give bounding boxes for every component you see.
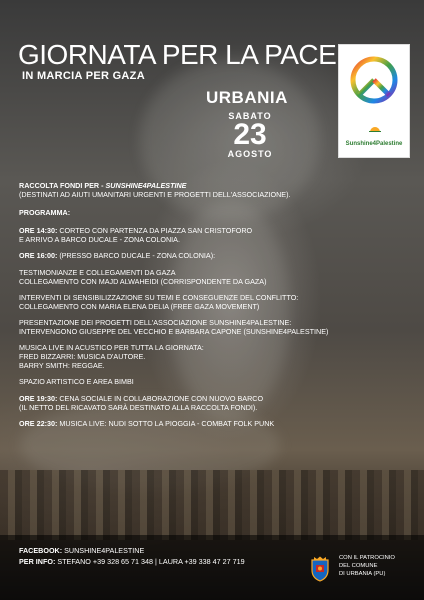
time-label: ORE 19:30: xyxy=(19,393,58,403)
time-label: ORE 14:30: xyxy=(19,226,58,236)
projects-line-2: INTERVENGONO GIUSEPPE DEL VECCHIO E BARBARA CAPONE (SUNSHINE4PALESTINE) xyxy=(19,327,329,337)
facebook-value: SUNSHINE4PALESTINE xyxy=(62,546,145,555)
municipal-crest-icon xyxy=(310,556,330,582)
program-item-1930 xyxy=(19,394,411,403)
fundraising-line xyxy=(19,181,411,190)
city-skyline xyxy=(0,470,424,540)
music-line-2: FRED BIZZARRI: MUSICA D'AUTORE. xyxy=(19,352,146,362)
town-name: URBANIA xyxy=(206,88,288,107)
fundraising-note: (DESTINATI AD AIUTI UMANITARI URGENTI E PROGETTI DELL'ASSOCIAZIONE). xyxy=(19,190,291,200)
music-line-1: MUSICA LIVE IN ACUSTICO PER TUTTA LA GIORNATA: xyxy=(19,343,204,353)
program-item-1600 xyxy=(19,251,411,260)
awareness-line-2: COLLEGAMENTO CON MARIA ELENA DELIA (FREE GAZA MOVEMENT) xyxy=(19,301,260,311)
facebook-line xyxy=(19,545,245,556)
facebook-label: FACEBOOK: xyxy=(19,546,63,555)
projects-line-1: PRESENTAZIONE DEI PROGETTI DELL'ASSOCIAZIONE SUNSHINE4PALESTINE: xyxy=(19,317,292,327)
event-date xyxy=(222,111,278,159)
awareness-line-1: INTERVENTI DI SENSIBILIZZAZIONE SU TEMI E CONSEGUENZE DEL CONFLITTO: xyxy=(19,292,299,302)
time-label: ORE 16:00: xyxy=(19,251,58,261)
organization-logo xyxy=(338,44,410,158)
date-month: AGOSTO xyxy=(227,149,273,159)
fundraising-label: RACCOLTA FONDI PER - xyxy=(19,181,106,190)
info-line xyxy=(19,556,245,567)
contact-footer xyxy=(19,545,245,567)
program-text: CENA SOCIALE IN COLLABORAZIONE CON NUOVO BARCO xyxy=(57,393,264,403)
info-value: STEFANO +39 328 65 71 348 | LAURA +39 338 47 27 719 xyxy=(55,557,245,566)
peace-sign-icon xyxy=(349,55,399,105)
patronage-line-1: CON IL PATROCINIO xyxy=(339,555,395,561)
time-label: ORE 22:30: xyxy=(19,418,58,428)
patronage-line-2: DEL COMUNE xyxy=(339,562,378,569)
program-text: (PRESSO BARCO DUCALE - ZONA COLONIA): xyxy=(57,251,216,261)
testimonies-line-2: COLLEGAMENTO CON MAJD ALWAHEIDI (CORRISPONDENTE DA GAZA) xyxy=(19,276,267,286)
poster-title: GIORNATA PER LA PACE xyxy=(18,39,337,70)
poster-subtitle: IN MARCIA PER GAZA xyxy=(22,70,145,82)
fundraising-beneficiary: SUNSHINE4PALESTINE xyxy=(105,181,187,190)
info-label: PER INFO: xyxy=(19,557,56,566)
patronage-note xyxy=(339,555,395,578)
program-heading: PROGRAMMA: xyxy=(19,208,71,218)
program-item-2230 xyxy=(19,419,411,428)
program-content xyxy=(19,181,411,428)
program-text: CORTEO CON PARTENZA DA PIAZZA SAN CRISTOFORO xyxy=(57,226,253,236)
program-item-1430 xyxy=(19,226,411,235)
program-text: MUSICA LIVE: NUDI SOTTO LA PIOGGIA - COMBAT FOLK PUNK xyxy=(57,418,275,428)
kids-area: SPAZIO ARTISTICO E AREA BIMBI xyxy=(19,377,134,387)
program-text-continued: E ARRIVO A BARCO DUCALE - ZONA COLONIA. xyxy=(19,235,180,245)
patronage-line-3: DI URBANIA (PU) xyxy=(339,570,386,577)
sun-logo-icon xyxy=(369,125,381,132)
date-day: 23 xyxy=(233,118,267,151)
date-weekday: SABATO xyxy=(228,111,272,121)
testimonies-line-1: TESTIMONIANZE E COLLEGAMENTI DA GAZA xyxy=(19,267,176,277)
music-line-3: BARRY SMITH: REGGAE. xyxy=(19,361,105,371)
logo-caption: Sunshine4Palestine xyxy=(345,141,403,147)
program-text-continued: (IL NETTO DEL RICAVATO SARÀ DESTINATO ALLA RACCOLTA FONDI). xyxy=(19,402,258,412)
